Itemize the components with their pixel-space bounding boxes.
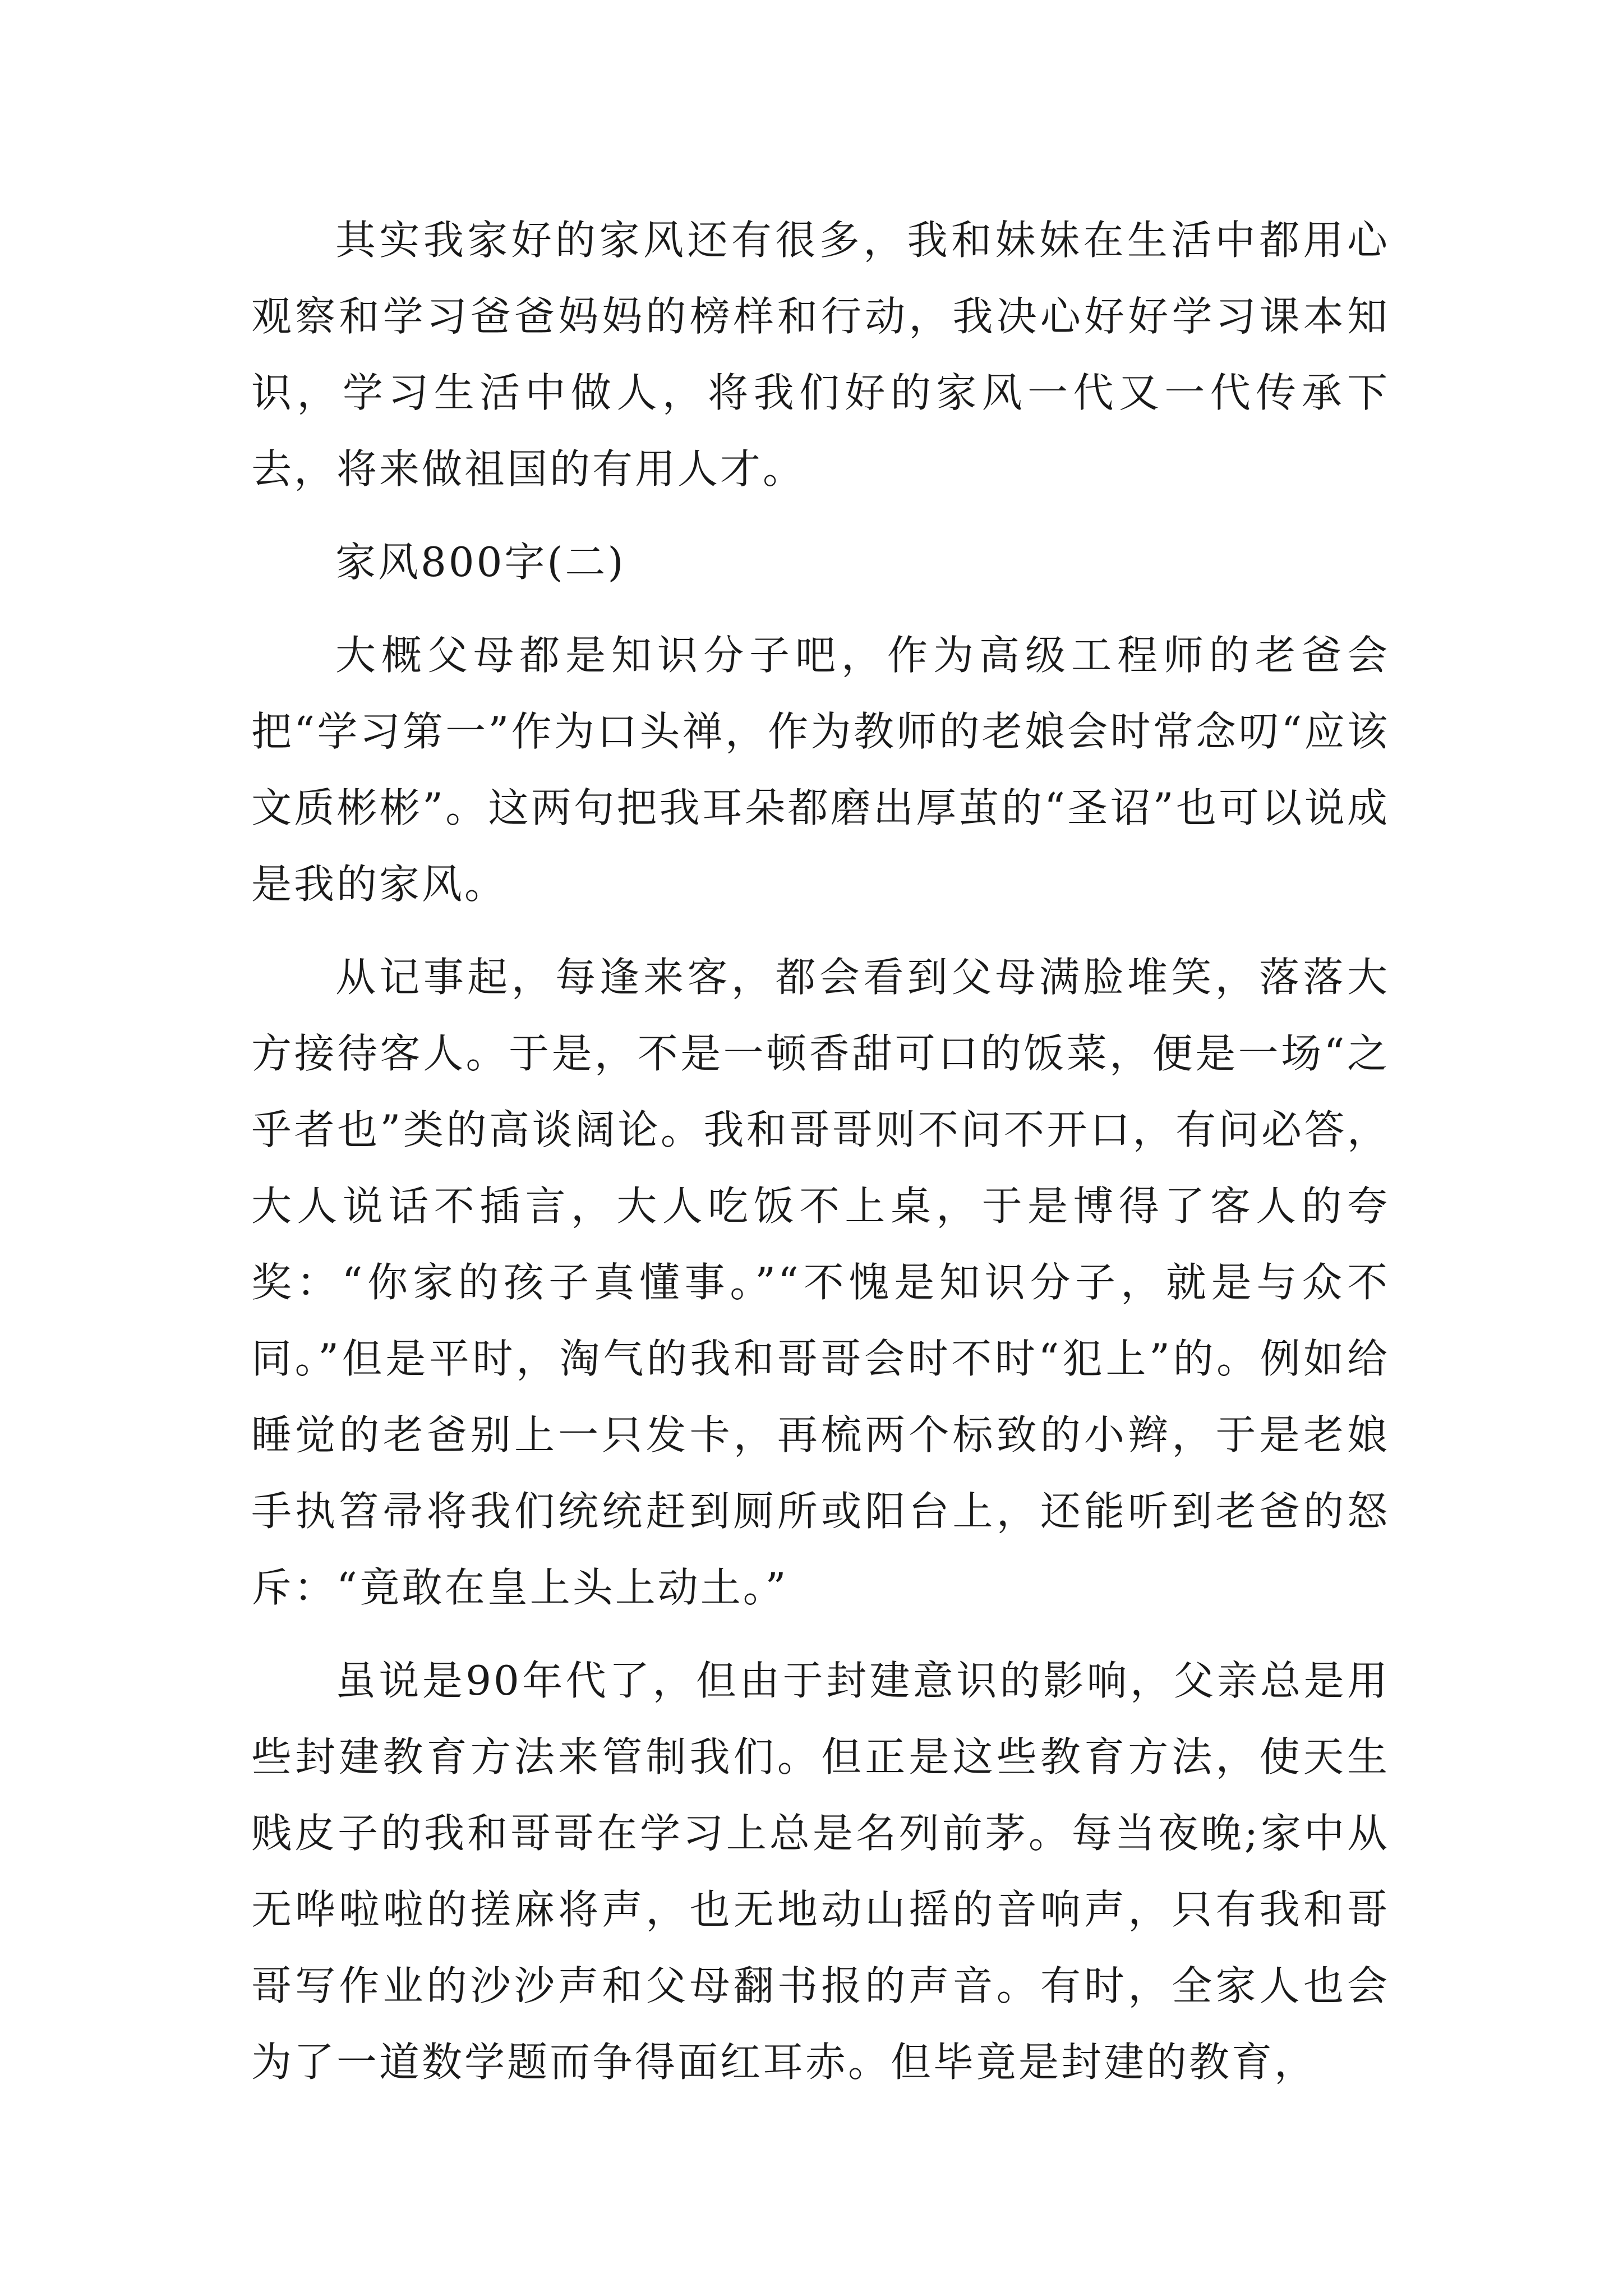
section-heading: 家风800字(二) [335, 539, 626, 586]
paragraph-parents-intellectuals: 大概父母都是知识分子吧，作为高级工程师的老爸会把“学习第一”作为口头禅，作为教师的老娘会时常念叨“应该文质彬彬”。这两句把我耳朵都磨出厚茧的“圣诏”也可以说成是我的家风。 [251, 632, 1390, 908]
document-page [251, 202, 1390, 2100]
paragraph-family-tradition-conclusion: 其实我家好的家风还有很多，我和妹妹在生活中都用心观察和学习爸爸妈妈的榜样和行动，我决心好好学习课本知识，学习生活中做人，将我们好的家风一代又一代传承下去，将来做祖国的有用人才。 [251, 217, 1390, 493]
paragraph-receiving-guests: 从记事起，每逢来客，都会看到父母满脸堆笑，落落大方接待客人。于是，不是一顿香甜可口的饭菜，便是一场“之乎者也”类的高谈阔论。我和哥哥则不问不开口，有问必答，大人说话不插言，大人吃饭不上桌，于是博得了客人的夸奖：“你家的孩子真懂事。”“不愧是知识分子，就是与众不同。”但是平时，淘气的我和哥哥会时不时“犯上”的。例如给睡觉的老爸别上一只发卡，再梳两个标致的小辫，于是老娘手执笤帚将我们统统赶到厕所或阳台上，还能听到老爸的怒斥：“竟敢在皇上头上动土。” [251, 954, 1390, 1611]
paragraph-feudal-education: 虽说是90年代了，但由于封建意识的影响，父亲总是用些封建教育方法来管制我们。但正是这些教育方法，使天生贱皮子的我和哥哥在学习上总是名列前茅。每当夜晚;家中从无哗啦啦的搓麻将声，也无地动山摇的音响声，只有我和哥哥写作业的沙沙声和父母翻书报的声音。有时，全家人也会为了一道数学题而争得面红耳赤。但毕竟是封建的教育， [251, 1657, 1390, 2086]
